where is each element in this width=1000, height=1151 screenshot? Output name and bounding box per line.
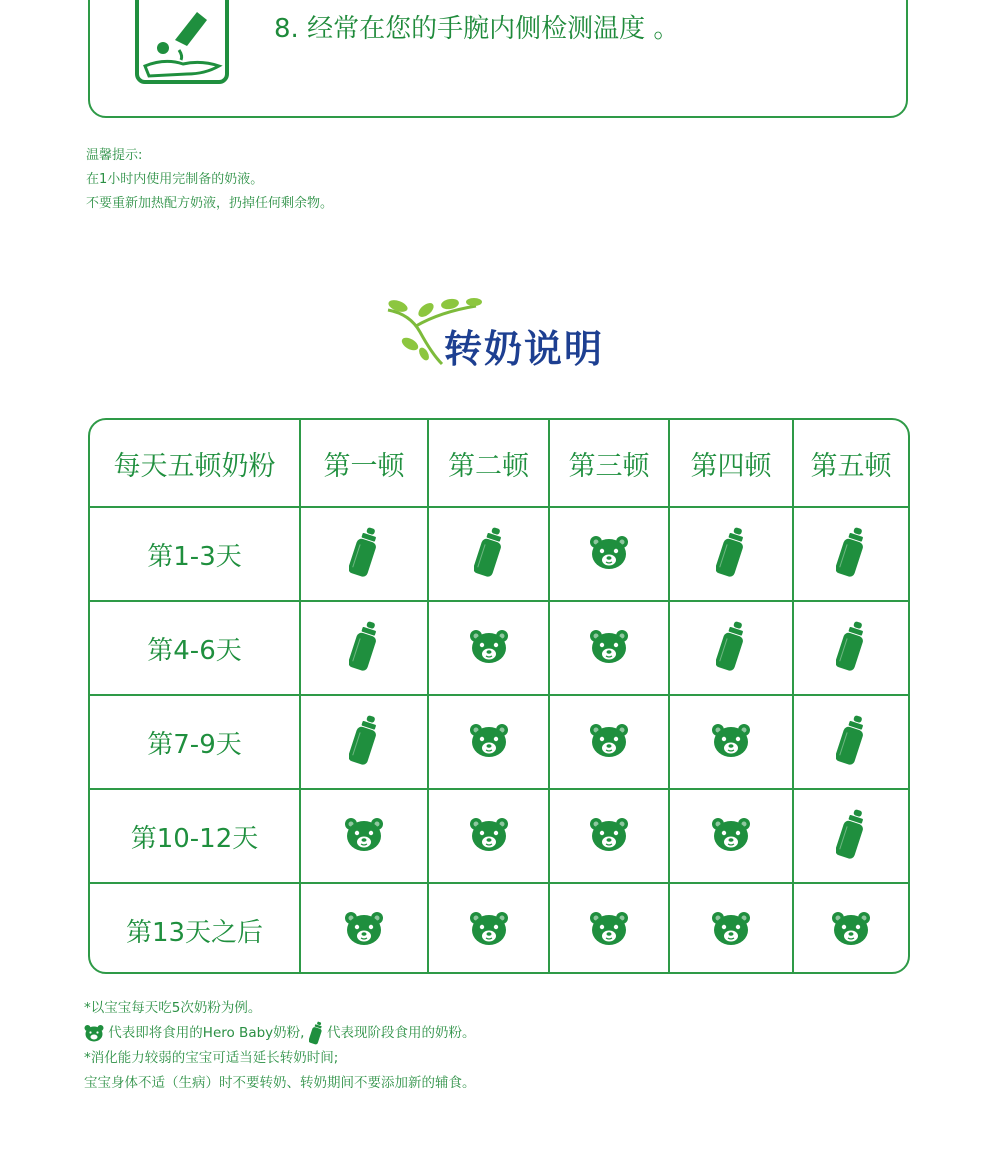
table-header: 每天五顿奶粉: [90, 420, 300, 507]
bear-icon: [711, 722, 751, 758]
bottle-icon: [716, 620, 746, 672]
wrist-check-icon: [135, 0, 231, 86]
row-label: 第7-9天: [90, 695, 300, 789]
table-cell: [669, 601, 793, 695]
table-cell: [428, 789, 549, 883]
bear-icon: [84, 1024, 104, 1042]
bear-icon: [469, 816, 509, 852]
table-cell: [669, 789, 793, 883]
bear-icon: [589, 722, 629, 758]
table-header: 第四顿: [669, 420, 793, 507]
bottle-icon: [349, 620, 379, 672]
tips-line: 不要重新加热配方奶液，扔掉任何剩余物。: [86, 196, 334, 211]
table-row: [90, 507, 908, 601]
table-cell: [428, 507, 549, 601]
table-cell: [300, 507, 428, 601]
row-label: 第13天之后: [90, 883, 300, 974]
table-cell: [793, 789, 908, 883]
table-row: [90, 695, 908, 789]
bear-icon: [589, 816, 629, 852]
bear-icon: [711, 816, 751, 852]
bottle-icon: [836, 620, 866, 672]
table-cell: [428, 695, 549, 789]
step-8-text: 8. 经常在您的手腕内侧检测温度 。: [274, 14, 680, 44]
bottle-icon: [716, 526, 746, 578]
row-label: 第10-12天: [90, 789, 300, 883]
table-cell: [549, 507, 669, 601]
bear-icon: [831, 910, 871, 946]
bottle-icon: [474, 526, 504, 578]
table-cell: [428, 601, 549, 695]
table-cell: [793, 601, 908, 695]
table-header: 第三顿: [549, 420, 669, 507]
table-cell: [793, 695, 908, 789]
bottle-icon: [309, 1021, 323, 1045]
note-line: *消化能力较弱的宝宝可适当延长转奶时间;: [84, 1050, 339, 1066]
table-cell: [428, 883, 549, 974]
bottle-icon: [836, 714, 866, 766]
table-header: 第一顿: [300, 420, 428, 507]
table-cell: [669, 507, 793, 601]
table-header: 第二顿: [428, 420, 549, 507]
note-line-legend: [84, 1021, 476, 1046]
table-cell: [793, 507, 908, 601]
table-cell: [669, 695, 793, 789]
table-cell: [549, 883, 669, 974]
tips-heading: 温馨提示:: [86, 148, 143, 163]
bear-icon: [589, 910, 629, 946]
bear-icon: [589, 628, 629, 664]
row-label: 第1-3天: [90, 507, 300, 601]
note-line: *以宝宝每天吃5次奶粉为例。: [84, 1000, 262, 1016]
transition-table: [88, 418, 910, 974]
bottle-icon: [349, 714, 379, 766]
table-cell: [549, 601, 669, 695]
table-cell: [669, 883, 793, 974]
table-cell: [549, 789, 669, 883]
table-row: [90, 789, 908, 883]
table-header: 第五顿: [793, 420, 908, 507]
table-cell: [300, 601, 428, 695]
table-cell: [300, 883, 428, 974]
table-cell: [549, 695, 669, 789]
table-cell: [793, 883, 908, 974]
legend-bottle-text: 代表现阶段食用的奶粉。: [327, 1025, 476, 1041]
legend-bear-text: 代表即将食用的Hero Baby奶粉,: [108, 1025, 305, 1041]
section-title: [380, 292, 640, 372]
bear-icon: [344, 910, 384, 946]
note-line: 宝宝身体不适（生病）时不要转奶、转奶期间不要添加新的辅食。: [84, 1075, 476, 1091]
bottle-icon: [836, 808, 866, 860]
bottle-icon: [836, 526, 866, 578]
tips: [86, 144, 333, 216]
bear-icon: [469, 628, 509, 664]
bear-icon: [589, 534, 629, 570]
bear-icon: [344, 816, 384, 852]
section-title-text: 转奶说明: [444, 327, 605, 371]
tips-line: 在1小时内使用完制备的奶液。: [86, 172, 264, 187]
table-row: [90, 601, 908, 695]
table-cell: [300, 695, 428, 789]
bear-icon: [711, 910, 751, 946]
bear-icon: [469, 910, 509, 946]
row-label: 第4-6天: [90, 601, 300, 695]
bottle-icon: [349, 526, 379, 578]
notes: [84, 996, 476, 1096]
table-cell: [300, 789, 428, 883]
table-header-row: [90, 420, 908, 507]
bear-icon: [469, 722, 509, 758]
table-row: [90, 883, 908, 974]
